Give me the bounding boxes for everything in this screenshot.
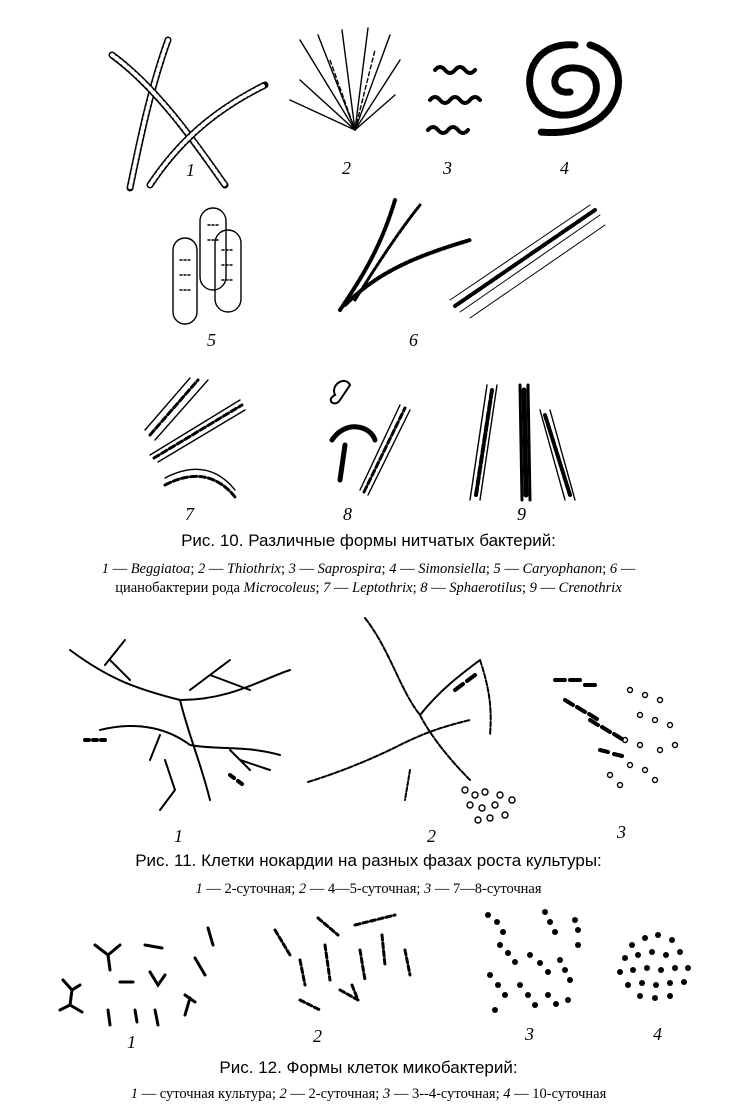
fig12-panel-number-2: 2	[313, 1026, 322, 1046]
fig12-panel-number-1: 1	[127, 1032, 136, 1052]
mycobacteria-day1-drawing	[60, 928, 213, 1025]
figure12-caption: Рис. 12. Формы клеток микобактерий:	[219, 1058, 518, 1077]
legend-num: 9	[529, 580, 537, 596]
figure10-caption: Рис. 10. Различные формы нитчатых бактерий:	[181, 531, 556, 550]
legend-text: 7—8-суточная	[453, 881, 542, 897]
mycobacteria-day2-drawing	[275, 915, 410, 1010]
legend-name: Beggiatoa	[130, 561, 191, 577]
legend-name: Caryophanon	[522, 561, 603, 577]
legend-text: суточная культура	[159, 1086, 272, 1102]
legend-num: 8	[420, 580, 428, 596]
legend-num: 7	[323, 580, 331, 596]
legend-num: 6	[609, 561, 618, 577]
legend-text: 10-суточная	[532, 1086, 607, 1102]
fig10-panel-number-1: 1	[186, 160, 195, 180]
legend-num: 2	[279, 1086, 287, 1102]
fig12-panel-number-4: 4	[653, 1024, 662, 1044]
legend-num: 3	[424, 881, 432, 897]
legend-name: Simonsiella	[418, 561, 486, 577]
legend-num: 1	[195, 881, 203, 897]
mycobacteria-day10-drawing	[617, 932, 691, 1001]
figure11-caption: Рис. 11. Клетки нокардии на разных фазах роста культуры:	[135, 851, 602, 870]
legend-text: 3--4-суточная	[411, 1086, 496, 1102]
legend-num: 1	[101, 561, 109, 577]
fig10-panel-number-6: 6	[409, 330, 418, 350]
legend-text: 2-суточная	[308, 1086, 376, 1102]
legend-name: Sphaerotilus	[449, 580, 523, 596]
fig10-panel-number-7: 7	[185, 504, 194, 524]
fig11-panel-number-3: 3	[617, 822, 626, 842]
legend-num: 2	[197, 561, 206, 577]
mycobacteria-day3-4-drawing	[485, 909, 581, 1013]
legend-name: Saprospira	[317, 561, 382, 577]
fig10-panel-number-5: 5	[207, 330, 216, 350]
legend-name: Microcoleus	[243, 580, 316, 596]
figure11-legend: 1 — 2-суточная; 2 — 4—5-суточная; 3 — 7—8-суточная	[195, 881, 542, 897]
fig11-panel-number-2: 2	[427, 826, 436, 846]
fig12-panel-number-3: 3	[525, 1024, 534, 1044]
legend-text: 2-суточная	[224, 881, 292, 897]
fig11-panel-number-1: 1	[174, 826, 183, 846]
legend-name: Thiothrix	[226, 561, 281, 577]
legend-num: 1	[130, 1086, 138, 1102]
fig10-panel-number-2: 2	[342, 158, 351, 178]
figure10-legend: 1 — Beggiatoa; 2 — Thiothrix; 3 — Saprospira; 4 — Simonsiella; 5 — Caryophanon; 6 — цианобактерии рода Microcoleus; 7 — Leptothrix; 8 — Sphaerotilus; 9 — Crenothrix	[101, 561, 636, 596]
legend-num: 3	[382, 1086, 391, 1102]
legend-num: 5	[493, 561, 501, 577]
fig10-panel-number-3: 3	[443, 158, 452, 178]
legend-prefix: цианобактерии рода	[115, 580, 240, 596]
fig10-panel-number-4: 4	[560, 158, 569, 178]
legend-num: 4	[503, 1086, 511, 1102]
fig10-panel-number-8: 8	[343, 504, 352, 524]
fig10-panel-number-9: 9	[517, 504, 526, 524]
legend-name: Crenothrix	[558, 580, 622, 596]
legend-num: 2	[298, 881, 307, 897]
figure12-legend: 1 — суточная культура; 2 — 2-суточная; 3 — 3--4-суточная; 4 — 10-суточная	[130, 1086, 607, 1102]
legend-num: 3	[288, 561, 296, 577]
legend-text: 4—5-суточная	[327, 881, 417, 897]
legend-name: Leptothrix	[352, 580, 413, 596]
legend-num: 4	[389, 561, 397, 577]
